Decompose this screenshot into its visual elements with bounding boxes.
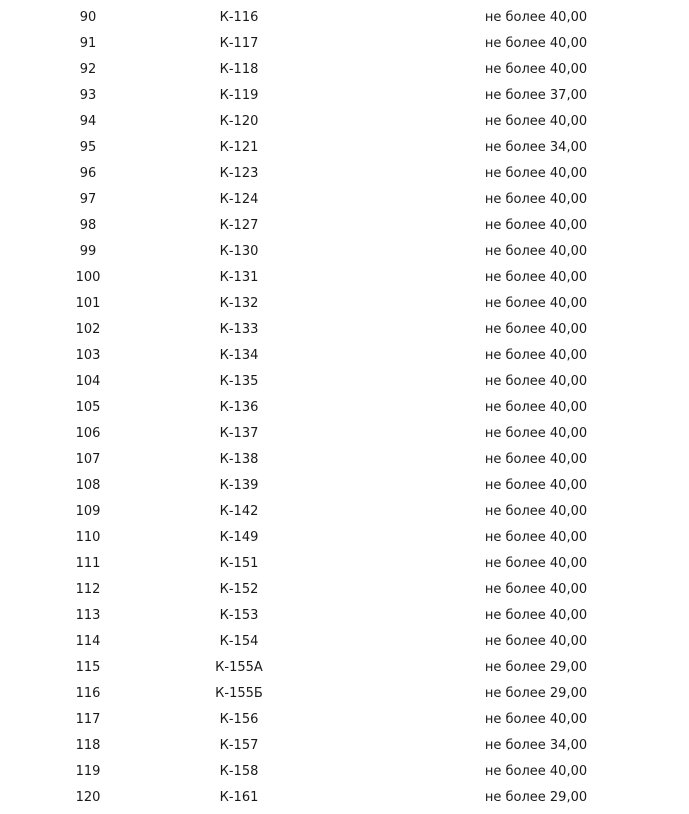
row-value: не более 40,00 xyxy=(484,608,588,623)
row-number: 94 xyxy=(79,114,97,129)
row-number: 101 xyxy=(75,296,101,311)
table-row xyxy=(0,525,689,551)
row-code: К-155Б xyxy=(215,686,263,701)
row-code: К-132 xyxy=(219,296,259,311)
row-code: К-133 xyxy=(219,322,259,337)
row-value: не более 34,00 xyxy=(484,738,588,753)
row-value: не более 40,00 xyxy=(484,218,588,233)
row-number: 112 xyxy=(75,582,101,597)
row-value: не более 40,00 xyxy=(484,452,588,467)
row-code: К-119 xyxy=(219,88,259,103)
row-number: 98 xyxy=(79,218,97,233)
row-code: К-116 xyxy=(219,10,259,25)
row-value: не более 29,00 xyxy=(484,790,588,805)
table-row xyxy=(0,395,689,421)
row-code: К-158 xyxy=(219,764,259,779)
row-value: не более 40,00 xyxy=(484,322,588,337)
row-value: не более 40,00 xyxy=(484,296,588,311)
row-value: не более 40,00 xyxy=(484,62,588,77)
row-number: 108 xyxy=(75,478,101,493)
row-number: 92 xyxy=(79,62,97,77)
row-code: К-120 xyxy=(219,114,259,129)
row-value: не более 40,00 xyxy=(484,504,588,519)
row-number: 120 xyxy=(75,790,101,805)
table-row xyxy=(0,603,689,629)
row-number: 119 xyxy=(75,764,101,779)
table-row xyxy=(0,109,689,135)
table-row xyxy=(0,733,689,759)
row-number: 97 xyxy=(79,192,97,207)
table-row xyxy=(0,239,689,265)
row-number: 116 xyxy=(75,686,101,701)
table-row xyxy=(0,135,689,161)
row-code: К-127 xyxy=(219,218,259,233)
row-value: не более 40,00 xyxy=(484,400,588,415)
row-code: К-156 xyxy=(219,712,259,727)
row-number: 91 xyxy=(79,36,97,51)
row-code: К-124 xyxy=(219,192,259,207)
row-value: не более 40,00 xyxy=(484,478,588,493)
row-code: К-154 xyxy=(219,634,259,649)
row-value: не более 40,00 xyxy=(484,556,588,571)
row-number: 113 xyxy=(75,608,101,623)
row-value: не более 40,00 xyxy=(484,244,588,259)
row-number: 95 xyxy=(79,140,97,155)
table-row xyxy=(0,5,689,31)
row-number: 103 xyxy=(75,348,101,363)
row-number: 110 xyxy=(75,530,101,545)
row-number: 90 xyxy=(79,10,97,25)
table-row xyxy=(0,265,689,291)
row-code: К-153 xyxy=(219,608,259,623)
table-row xyxy=(0,629,689,655)
row-number: 104 xyxy=(75,374,101,389)
table-row xyxy=(0,551,689,577)
row-number: 96 xyxy=(79,166,97,181)
table-row xyxy=(0,291,689,317)
table-row xyxy=(0,759,689,785)
row-code: К-155А xyxy=(215,660,263,675)
row-code: К-139 xyxy=(219,478,259,493)
table-row xyxy=(0,681,689,707)
row-value: не более 40,00 xyxy=(484,582,588,597)
row-code: К-161 xyxy=(219,790,259,805)
row-value: не более 40,00 xyxy=(484,712,588,727)
row-code: К-117 xyxy=(219,36,259,51)
table-row xyxy=(0,707,689,733)
row-number: 117 xyxy=(75,712,101,727)
table-row xyxy=(0,161,689,187)
row-value: не более 40,00 xyxy=(484,348,588,363)
table-row xyxy=(0,577,689,603)
row-value: не более 40,00 xyxy=(484,374,588,389)
row-number: 99 xyxy=(79,244,97,259)
table-row xyxy=(0,343,689,369)
row-code: К-142 xyxy=(219,504,259,519)
table-row xyxy=(0,421,689,447)
row-code: К-151 xyxy=(219,556,259,571)
row-number: 107 xyxy=(75,452,101,467)
row-code: К-123 xyxy=(219,166,259,181)
row-code: К-149 xyxy=(219,530,259,545)
table-row xyxy=(0,83,689,109)
table-row xyxy=(0,213,689,239)
row-value: не более 40,00 xyxy=(484,270,588,285)
row-code: К-138 xyxy=(219,452,259,467)
row-code: К-118 xyxy=(219,62,259,77)
row-value: не более 29,00 xyxy=(484,686,588,701)
row-value: не более 40,00 xyxy=(484,166,588,181)
row-code: К-131 xyxy=(219,270,259,285)
row-number: 109 xyxy=(75,504,101,519)
table-row xyxy=(0,187,689,213)
row-value: не более 40,00 xyxy=(484,426,588,441)
row-code: К-136 xyxy=(219,400,259,415)
row-value: не более 40,00 xyxy=(484,36,588,51)
row-code: К-135 xyxy=(219,374,259,389)
row-value: не более 29,00 xyxy=(484,660,588,675)
row-number: 100 xyxy=(75,270,101,285)
row-code: К-137 xyxy=(219,426,259,441)
row-value: не более 40,00 xyxy=(484,634,588,649)
row-value: не более 37,00 xyxy=(484,88,588,103)
row-number: 111 xyxy=(75,556,101,571)
row-code: К-152 xyxy=(219,582,259,597)
row-value: не более 40,00 xyxy=(484,10,588,25)
row-code: К-130 xyxy=(219,244,259,259)
row-number: 102 xyxy=(75,322,101,337)
table-row xyxy=(0,31,689,57)
table-row xyxy=(0,317,689,343)
row-value: не более 40,00 xyxy=(484,530,588,545)
row-number: 115 xyxy=(75,660,101,675)
row-number: 118 xyxy=(75,738,101,753)
row-number: 105 xyxy=(75,400,101,415)
table-row xyxy=(0,57,689,83)
row-value: не более 40,00 xyxy=(484,764,588,779)
table-row xyxy=(0,369,689,395)
table-row xyxy=(0,499,689,525)
row-value: не более 34,00 xyxy=(484,140,588,155)
table-row xyxy=(0,655,689,681)
table-row xyxy=(0,473,689,499)
row-number: 93 xyxy=(79,88,97,103)
row-code: К-121 xyxy=(219,140,259,155)
row-code: К-157 xyxy=(219,738,259,753)
row-value: не более 40,00 xyxy=(484,114,588,129)
table-row xyxy=(0,785,689,811)
row-number: 106 xyxy=(75,426,101,441)
table-row xyxy=(0,447,689,473)
row-value: не более 40,00 xyxy=(484,192,588,207)
row-code: К-134 xyxy=(219,348,259,363)
row-number: 114 xyxy=(75,634,101,649)
